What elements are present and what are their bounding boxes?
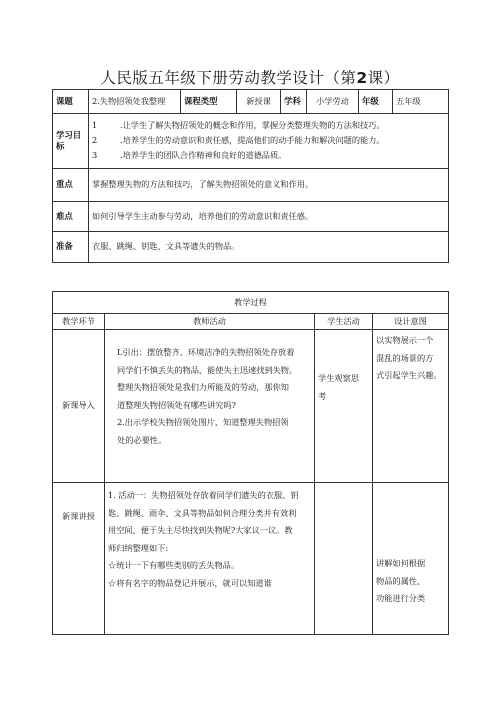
stage-cell: 新课讲授: [53, 483, 105, 635]
title-number: 2: [356, 69, 368, 87]
process-row-intro: [53, 330, 449, 483]
intent-line: 式引起学生兴趣。: [376, 370, 442, 380]
goal-number: 1: [92, 120, 98, 131]
preparation-text: 衣服、跳绳、钥匙、文具等遗失的物品。: [89, 232, 449, 263]
goals-row: [53, 114, 449, 169]
intent-line: 功能进行分类: [376, 593, 426, 603]
type-value: 新授课: [237, 90, 281, 114]
process-title-row: [53, 292, 449, 314]
col-stage: 教学环节: [53, 314, 105, 330]
teacher-line: ☆统计一下有哪些类别的丢失物品。: [108, 560, 240, 570]
process-header-row: [53, 314, 449, 330]
page-title: [0, 66, 500, 88]
col-student: 学生活动: [315, 314, 373, 330]
teacher-line: 1. 活动一：失物招领处存放着同学们遗失的衣服、钥: [108, 490, 299, 500]
difficulty-text: 如何引导学生主动参与劳动，培养他们的劳动意识和责任感。: [89, 202, 449, 232]
process-row-teaching: [53, 483, 449, 635]
goals-label-line1: 学习目: [56, 129, 82, 140]
title-main: 人民版五年级下册劳动教学设计（第: [100, 69, 357, 87]
goals-content: [89, 114, 449, 169]
teacher-line: 2.出示学校失物招领处图片，知道整理失物招领: [117, 417, 289, 427]
title-end: 课）: [367, 69, 400, 87]
key-point-label: 重点: [53, 169, 89, 202]
stage-cell: 新课导入: [53, 330, 105, 483]
intent-cell: [373, 330, 449, 483]
goal-text: .培养学生的劳动意识和责任感，提高他们的动手能力和解决问题的能力。: [120, 135, 385, 146]
student-line: 学生观察思: [318, 373, 359, 383]
teacher-line: ☆将有名字的物品登记并展示，就可以知道谁: [108, 577, 272, 588]
teacher-line: 道整理失物招领处有哪些讲究吗?: [117, 399, 237, 410]
teacher-line: 师归纳整理如下:: [108, 542, 169, 553]
difficulty-label: 难点: [53, 202, 89, 232]
goals-label-line2: 标: [56, 141, 65, 151]
goal-number: 3: [92, 150, 98, 161]
teacher-line: 整理失物招领处是我们力所能及的劳动，那你知: [117, 382, 289, 392]
process-title: 教学过程: [53, 292, 449, 314]
key-point-row: [53, 169, 449, 202]
intent-line: 物品的属性、: [376, 575, 426, 586]
intent-cell: [373, 483, 449, 635]
preparation-label: 准备: [53, 232, 89, 263]
col-intent: 设计意图: [373, 314, 449, 330]
lesson-header-row: [53, 90, 449, 114]
type-label: 课程类型: [181, 90, 237, 114]
grade-label: 年级: [359, 90, 393, 114]
student-activity-cell: [315, 330, 373, 483]
teacher-activity-cell: [105, 330, 315, 483]
lesson-value: 2.失物招领处我整理: [89, 90, 181, 114]
lesson-info-table: [52, 89, 449, 263]
grade-value: 五年级: [393, 90, 449, 114]
student-activity-cell: [315, 483, 373, 635]
col-teacher: 教师活动: [105, 314, 315, 330]
student-line: 考: [318, 390, 327, 401]
lesson-label: 课题: [53, 90, 89, 114]
intent-line: 以实物展示一个: [376, 335, 434, 345]
intent-line: 混乱的场景的方: [376, 352, 434, 363]
subject-label: 学科: [281, 90, 307, 114]
teacher-line: 匙、跳绳、雨伞、文具等物品如何合理分类并有效利: [108, 507, 297, 518]
goal-text: .让学生了解失物招领处的概念和作用，掌握分类整理失物的方法和技巧。: [120, 120, 385, 131]
difficulty-row: [53, 202, 449, 232]
goal-item: [92, 134, 445, 149]
goal-item: [92, 119, 445, 134]
intent-line: 讲解如何根据: [376, 558, 426, 568]
teacher-line: 处的必要性。: [117, 434, 167, 445]
preparation-row: [53, 232, 449, 263]
teacher-line: 同学们不慎丢失的物品，能使失主迅速找到失物。: [117, 364, 298, 375]
teacher-line: L引出：摆放整齐、环境洁净的失物招领处存放着: [117, 347, 295, 357]
goals-label: [53, 114, 89, 169]
goal-text: .培养学生的团队合作精神和良好的道德品质。: [120, 150, 287, 161]
goal-item: [92, 149, 445, 164]
subject-value: 小学劳动: [307, 90, 359, 114]
goal-number: 2: [92, 135, 98, 146]
key-point-text: 掌握整理失物的方法和技巧，了解失物招领处的意义和作用。: [89, 169, 449, 202]
teacher-line: 用空间，便于失主尽快找到失物呢?大家议一议。教: [108, 525, 293, 535]
teaching-process-table: [52, 291, 449, 635]
teacher-activity-cell: [105, 483, 315, 635]
